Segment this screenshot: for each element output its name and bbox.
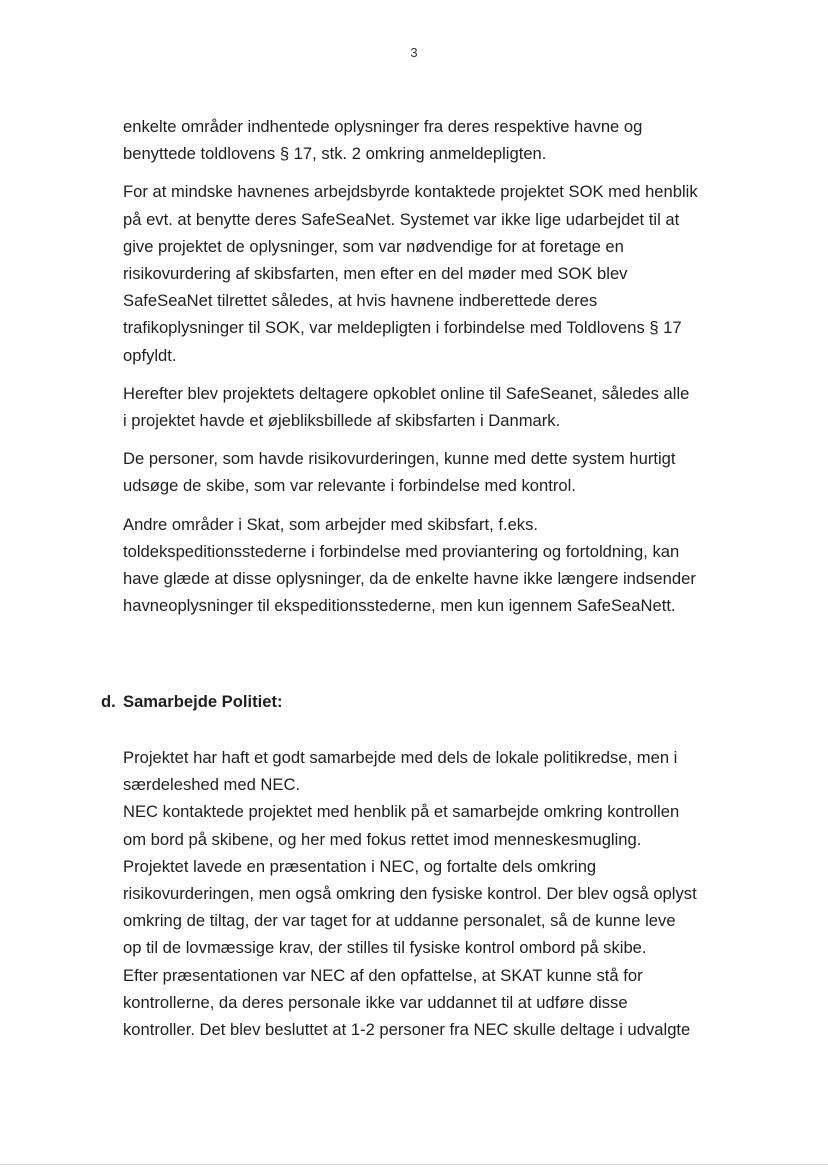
paragraph-line: enkelte områder indhentede oplysninger fra deres respektive havne og [123, 117, 643, 136]
paragraph [123, 445, 748, 499]
section-d-text-block [123, 744, 748, 1043]
paragraph [123, 113, 748, 167]
paragraph [123, 178, 748, 368]
paragraph-line: trafikoplysninger til SOK, var meldepligten i forbindelse med Toldlovens § 17 [123, 318, 682, 338]
paragraph-line: benyttede toldlovens § 17, stk. 2 omkring anmeldepligten. [123, 144, 547, 164]
intro-text-block [123, 113, 748, 619]
section-line: om bord på skibene, og her med fokus rettet imod menneskesmugling. [123, 829, 642, 849]
section-line: Efter præsentationen var NEC af den opfattelse, at SKAT kunne stå for [123, 965, 643, 985]
paragraph [123, 380, 748, 434]
section-letter: d. [101, 692, 116, 711]
paragraph-line: på evt. at benytte deres SafeSeaNet. Systemet var ikke lige udarbejdet til at [123, 209, 680, 229]
paragraph-line: Andre områder i Skat, som arbejder med skibsfart, f.eks. [123, 514, 539, 534]
paragraph-line: opfyldt. [123, 345, 177, 365]
paragraph-line: udsøge de skibe, som var relevante i forbindelse med kontrol. [123, 476, 576, 496]
paragraph-line: Herefter blev projektets deltagere opkoblet online til SafeSeanet, således alle [123, 383, 690, 403]
section-title: Samarbejde Politiet: [123, 692, 283, 711]
paragraph-line: give projektet de oplysninger, som var nødvendige for at foretage en [123, 236, 624, 256]
paragraph-line: i projektet havde et øjebliksbillede af skibsfarten i Danmark. [123, 411, 561, 431]
section-heading-samarbejde-politiet [101, 690, 283, 714]
section-line: op til de lovmæssige krav, der stilles til fysiske kontrol ombord på skibe. [123, 938, 647, 958]
page-bottom-edge [0, 1164, 828, 1165]
section-line: risikovurderingen, men også omkring den fysiske kontrol. Der blev også oplyst [123, 884, 697, 904]
paragraph-line: SafeSeaNet tilrettet således, at hvis havnene indberettede deres [123, 291, 598, 311]
section-line: NEC kontaktede projektet med henblik på et samarbejde omkring kontrollen [123, 802, 680, 822]
paragraph-line: De personer, som havde risikovurderingen, kunne med dette system hurtigt [123, 449, 676, 469]
paragraph-line: havneoplysninger til ekspeditionsstederne, men kun igennem SafeSeaNett. [123, 596, 676, 616]
paragraph-line: toldekspeditionsstederne i forbindelse med proviantering og fortoldning, kan [123, 541, 680, 561]
page-number: 3 [410, 45, 418, 60]
paragraph [123, 511, 748, 620]
paragraph-line: For at mindske havnenes arbejdsbyrde kontaktede projektet SOK med henblik [123, 182, 698, 202]
section-line: omkring de tiltag, der var taget for at uddanne personalet, så de kunne leve [123, 911, 676, 931]
section-line: kontroller. Det blev besluttet at 1-2 personer fra NEC skulle deltage i udvalgte [123, 1020, 691, 1040]
section-line: særdeleshed med NEC. [123, 775, 301, 795]
section-line: Projektet har haft et godt samarbejde med dels de lokale politikredse, men i [123, 748, 678, 767]
section-line: Projektet lavede en præsentation i NEC, og fortalte dels omkring [123, 856, 597, 876]
paragraph-line: risikovurdering af skibsfarten, men efter en del møder med SOK blev [123, 264, 628, 284]
paragraph-line: have glæde at disse oplysninger, da de enkelte havne ikke længere indsender [123, 569, 696, 589]
section-line: kontrollerne, da deres personale ikke var uddannet til at udføre disse [123, 992, 628, 1012]
